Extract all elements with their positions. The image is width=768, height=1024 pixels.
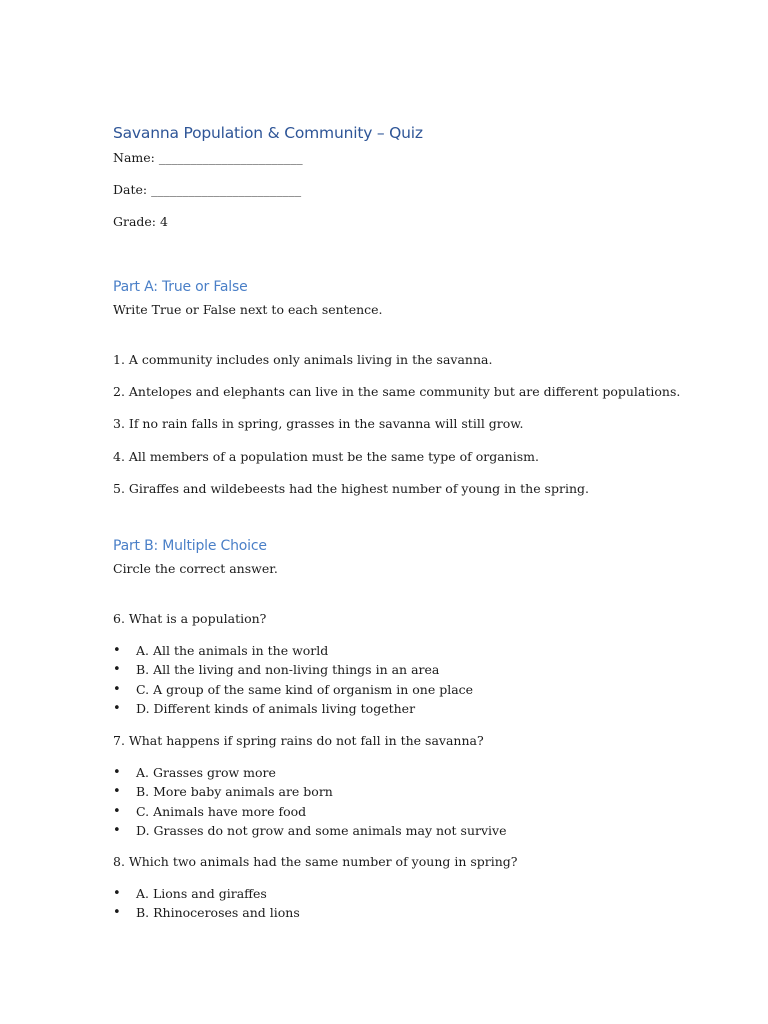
question-8: 8. Which two animals had the same number of young in spring? <box>113 854 518 869</box>
bullet-icon: • <box>113 643 121 658</box>
part-a-instruction: Write True or False next to each sentence. <box>113 302 383 317</box>
option-text: C. Animals have more food <box>136 803 307 819</box>
bullet-icon: • <box>113 905 121 921</box>
question-6: 6. What is a population? <box>113 611 267 626</box>
part-b-instruction: Circle the correct answer. <box>113 561 278 576</box>
quiz-title: Savanna Population & Community – Quiz <box>113 124 423 142</box>
question-7: 7. What happens if spring rains do not fall in the savanna? <box>113 733 484 748</box>
option-text: B. All the living and non-living things in an area <box>136 662 440 678</box>
bullet-icon: • <box>113 662 121 678</box>
bullet-icon: • <box>113 784 121 800</box>
true-false-item-2: 2. Antelopes and elephants can live in the same community but are different populations. <box>113 384 681 399</box>
true-false-item-5: 5. Giraffes and wildebeests had the highest number of young in the spring. <box>113 481 589 496</box>
bullet-icon: • <box>113 886 121 901</box>
option-text: A. Lions and giraffes <box>136 886 267 901</box>
name-field: Name: _______________________ <box>113 150 303 165</box>
option-text: D. Different kinds of animals living together <box>136 700 416 716</box>
option-text: D. Grasses do not grow and some animals may not survive <box>136 822 507 838</box>
true-false-item-4: 4. All members of a population must be the same type of organism. <box>113 449 539 464</box>
date-field: Date: ________________________ <box>113 182 302 197</box>
quiz-document <box>113 0 681 1024</box>
option-text: A. Grasses grow more <box>136 765 276 780</box>
grade-field: Grade: 4 <box>113 214 168 229</box>
bullet-icon: • <box>113 765 121 780</box>
option-text: C. A group of the same kind of organism in one place <box>136 681 474 697</box>
bullet-icon: • <box>113 803 121 819</box>
true-false-item-3: 3. If no rain falls in spring, grasses in the savanna will still grow. <box>113 416 524 431</box>
bullet-icon: • <box>113 700 121 716</box>
option-text: B. Rhinoceroses and lions <box>136 905 300 921</box>
part-b-heading: Part B: Multiple Choice <box>113 538 267 554</box>
option-text: A. All the animals in the world <box>136 643 329 658</box>
bullet-icon: • <box>113 822 121 838</box>
part-a-heading: Part A: True or False <box>113 279 248 295</box>
true-false-item-1: 1. A community includes only animals living in the savanna. <box>113 352 493 367</box>
option-text: B. More baby animals are born <box>136 784 333 800</box>
bullet-icon: • <box>113 681 121 697</box>
